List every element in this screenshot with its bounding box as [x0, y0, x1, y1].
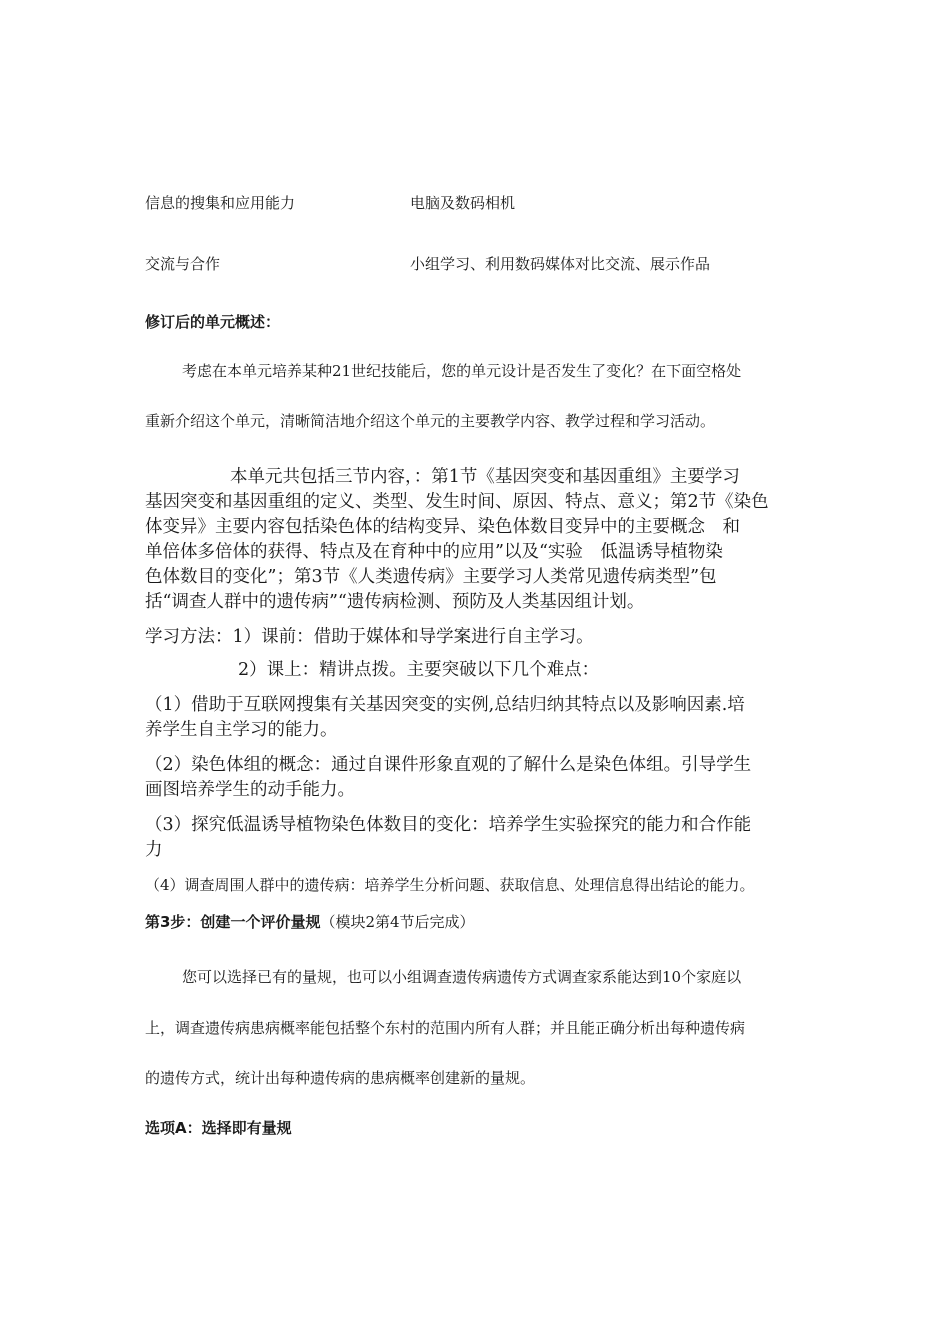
learning-method-line2: 2）课上：精讲点拨。主要突破以下几个难点：: [238, 660, 600, 680]
table-row-2-tool: 小组学习、利用数码媒体对比交流、展示作品: [410, 255, 711, 273]
step3-heading-note: （模块2第4节后完成）: [320, 913, 475, 931]
unit-content-paragraph: [145, 465, 805, 615]
step3-heading: [145, 912, 475, 932]
difficulty-4: （4）调查周围人群中的遗传病：培养学生分析问题、获取信息、处理信息得出结论的能力。: [145, 876, 755, 894]
content-line: 括“调查人群中的遗传病”“遗传病检测、预防及人类基因组计划。: [145, 592, 645, 612]
step3-line3: 的遗传方式，统计出每种遗传病的患病概率创建新的量规。: [145, 1069, 536, 1087]
difficulty-1-line2: 养学生自主学习的能力。: [145, 720, 338, 740]
step3-line1: 您可以选择已有的量规，也可以小组调查遗传病遗传方式调查家系能达到10个家庭以: [182, 968, 742, 986]
difficulty-1: [145, 693, 805, 743]
revised-overview-heading: 修订后的单元概述：: [145, 313, 281, 331]
content-line: 色体数目的变化”；第3节《人类遗传病》主要学习人类常见遗传病类型”包: [145, 567, 717, 587]
step3-line2: 上，调查遗传病患病概率能包括整个东村的范围内所有人群；并且能正确分析出每种遗传病: [145, 1019, 746, 1037]
table-row-2-skill: 交流与合作: [145, 255, 221, 273]
content-line: 体变异》主要内容包括染色体的结构变异、染色体数目变异中的主要概念 和: [145, 517, 740, 537]
difficulty-3: [145, 813, 805, 863]
content-line: 基因突变和基因重组的定义、类型、发生时间、原因、特点、意义；第2节《染色: [145, 492, 769, 512]
difficulty-2-line2: 画图培养学生的动手能力。: [145, 780, 355, 800]
option-a-heading: 选项A：选择即有量规: [145, 1119, 292, 1137]
difficulty-3-line1: （3）探究低温诱导植物染色体数目的变化：培养学生实验探究的能力和合作能: [145, 815, 752, 835]
table-row-1-skill: 信息的搜集和应用能力: [145, 194, 296, 212]
difficulty-1-line1: （1）借助于互联网搜集有关基因突变的实例,总结归纳其特点以及影响因素.培: [145, 695, 745, 715]
content-line: 单倍体多倍体的获得、特点及在育种中的应用”以及“实验 低温诱导植物染: [145, 542, 723, 562]
overview-instruction-line2: 重新介绍这个单元，清晰简洁地介绍这个单元的主要教学内容、教学过程和学习活动。: [145, 412, 716, 430]
difficulty-2: [145, 753, 805, 803]
content-line: 本单元共包括三节内容，：第1节《基因突变和基因重组》主要学习: [230, 467, 740, 487]
difficulty-2-line1: （2）染色体组的概念：通过自课件形象直观的了解什么是染色体组。引导学生: [145, 755, 752, 775]
table-row-1-tool: 电脑及数码相机: [410, 194, 516, 212]
overview-instruction-line1: 考虑在本单元培养某种21世纪技能后，您的单元设计是否发生了变化？在下面空格处: [182, 362, 742, 380]
difficulty-3-line2: 力: [145, 840, 163, 860]
learning-method-line1: 学习方法：1）课前：借助于媒体和导学案进行自主学习。: [145, 627, 594, 647]
step3-heading-main: 第3步：创建一个评价量规: [145, 913, 321, 931]
